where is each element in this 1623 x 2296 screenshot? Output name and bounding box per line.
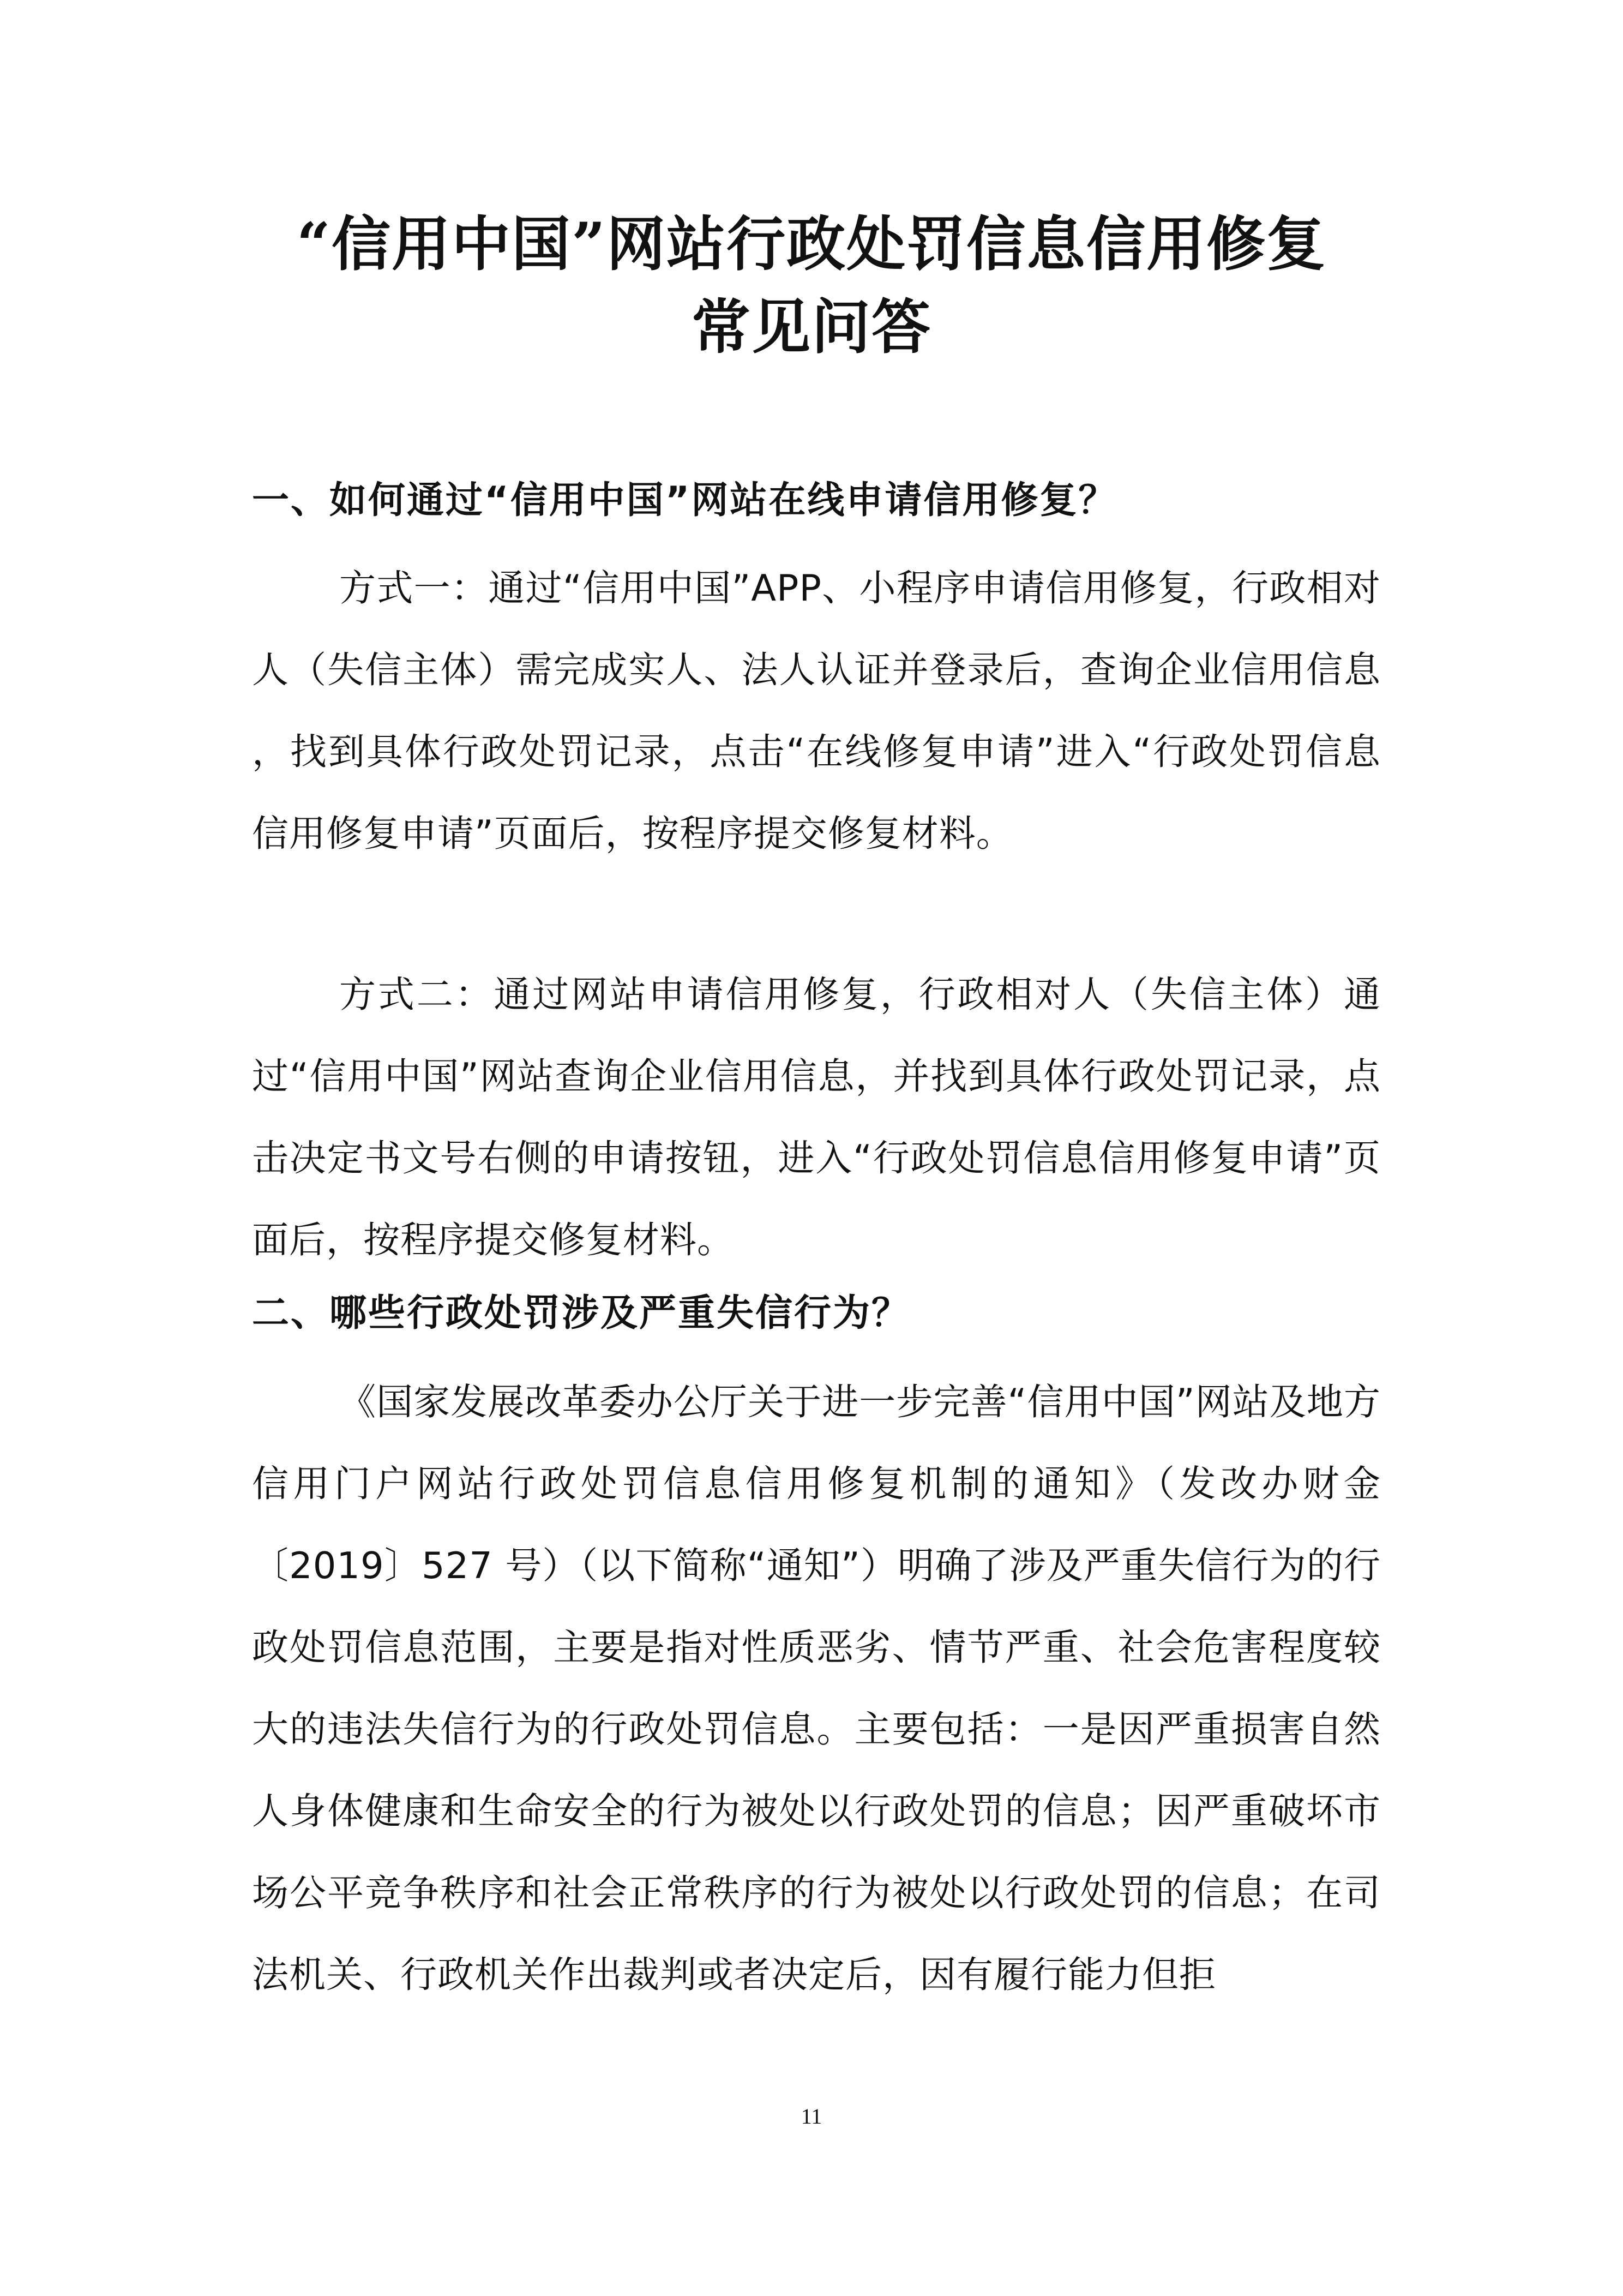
section-1-heading: 一、如何通过“信用中国”网站在线申请信用修复？ xyxy=(252,479,1117,522)
document-title-line-2: 常见问答 xyxy=(691,293,931,362)
document-title-line-1: “信用中国”网站行政处罚信息信用修复 xyxy=(296,210,1327,279)
page-number: 11 xyxy=(801,2104,822,2129)
section-1-paragraph-1: 方式一：通过“信用中国”APP、小程序申请信用修复，行政相对人（失信主体）需完成实人、法人认证并登录后，查询企业信用信息 ，找到具体行政处罚记录，点击“在线修复申请”进入“行政处罚信息信用修复申请”页面后，按程序提交修复材料。 xyxy=(252,567,1381,855)
section-2-heading: 二、哪些行政处罚涉及严重失信行为？ xyxy=(252,1292,911,1335)
section-1-paragraph-2: 方式二：通过网站申请信用修复，行政相对人（失信主体）通过“信用中国”网站查询企业信用信息，并找到具体行政处罚记录，点击决定书文号右侧的申请按钮，进入“行政处罚信息信用修复申请”页面后，按程序提交修复材料。 xyxy=(252,973,1381,1261)
section-2-paragraph-1: 《国家发展改革委办公厅关于进一步完善“信用中国”网站及地方信用门户网站行政处罚信息信用修复机制的通知》（发改办财金〔2019〕527 号）（以下简称“通知”）明确了涉及严重失信行为的行政处罚信息范围，主要是指对性质恶劣、情节严重、社会危害程度较大的违法失信行为的行政处罚信息。主要包括：一是因严重损害自然人身体健康和生命安全的行为被处以行政处罚的信息；因严重破坏市场公平竞争秩序和社会正常秩序的行为被处以行政处罚的信息；在司法机关、行政机关作出裁判或者决定后，因有履行能力但拒 xyxy=(252,1381,1381,1996)
